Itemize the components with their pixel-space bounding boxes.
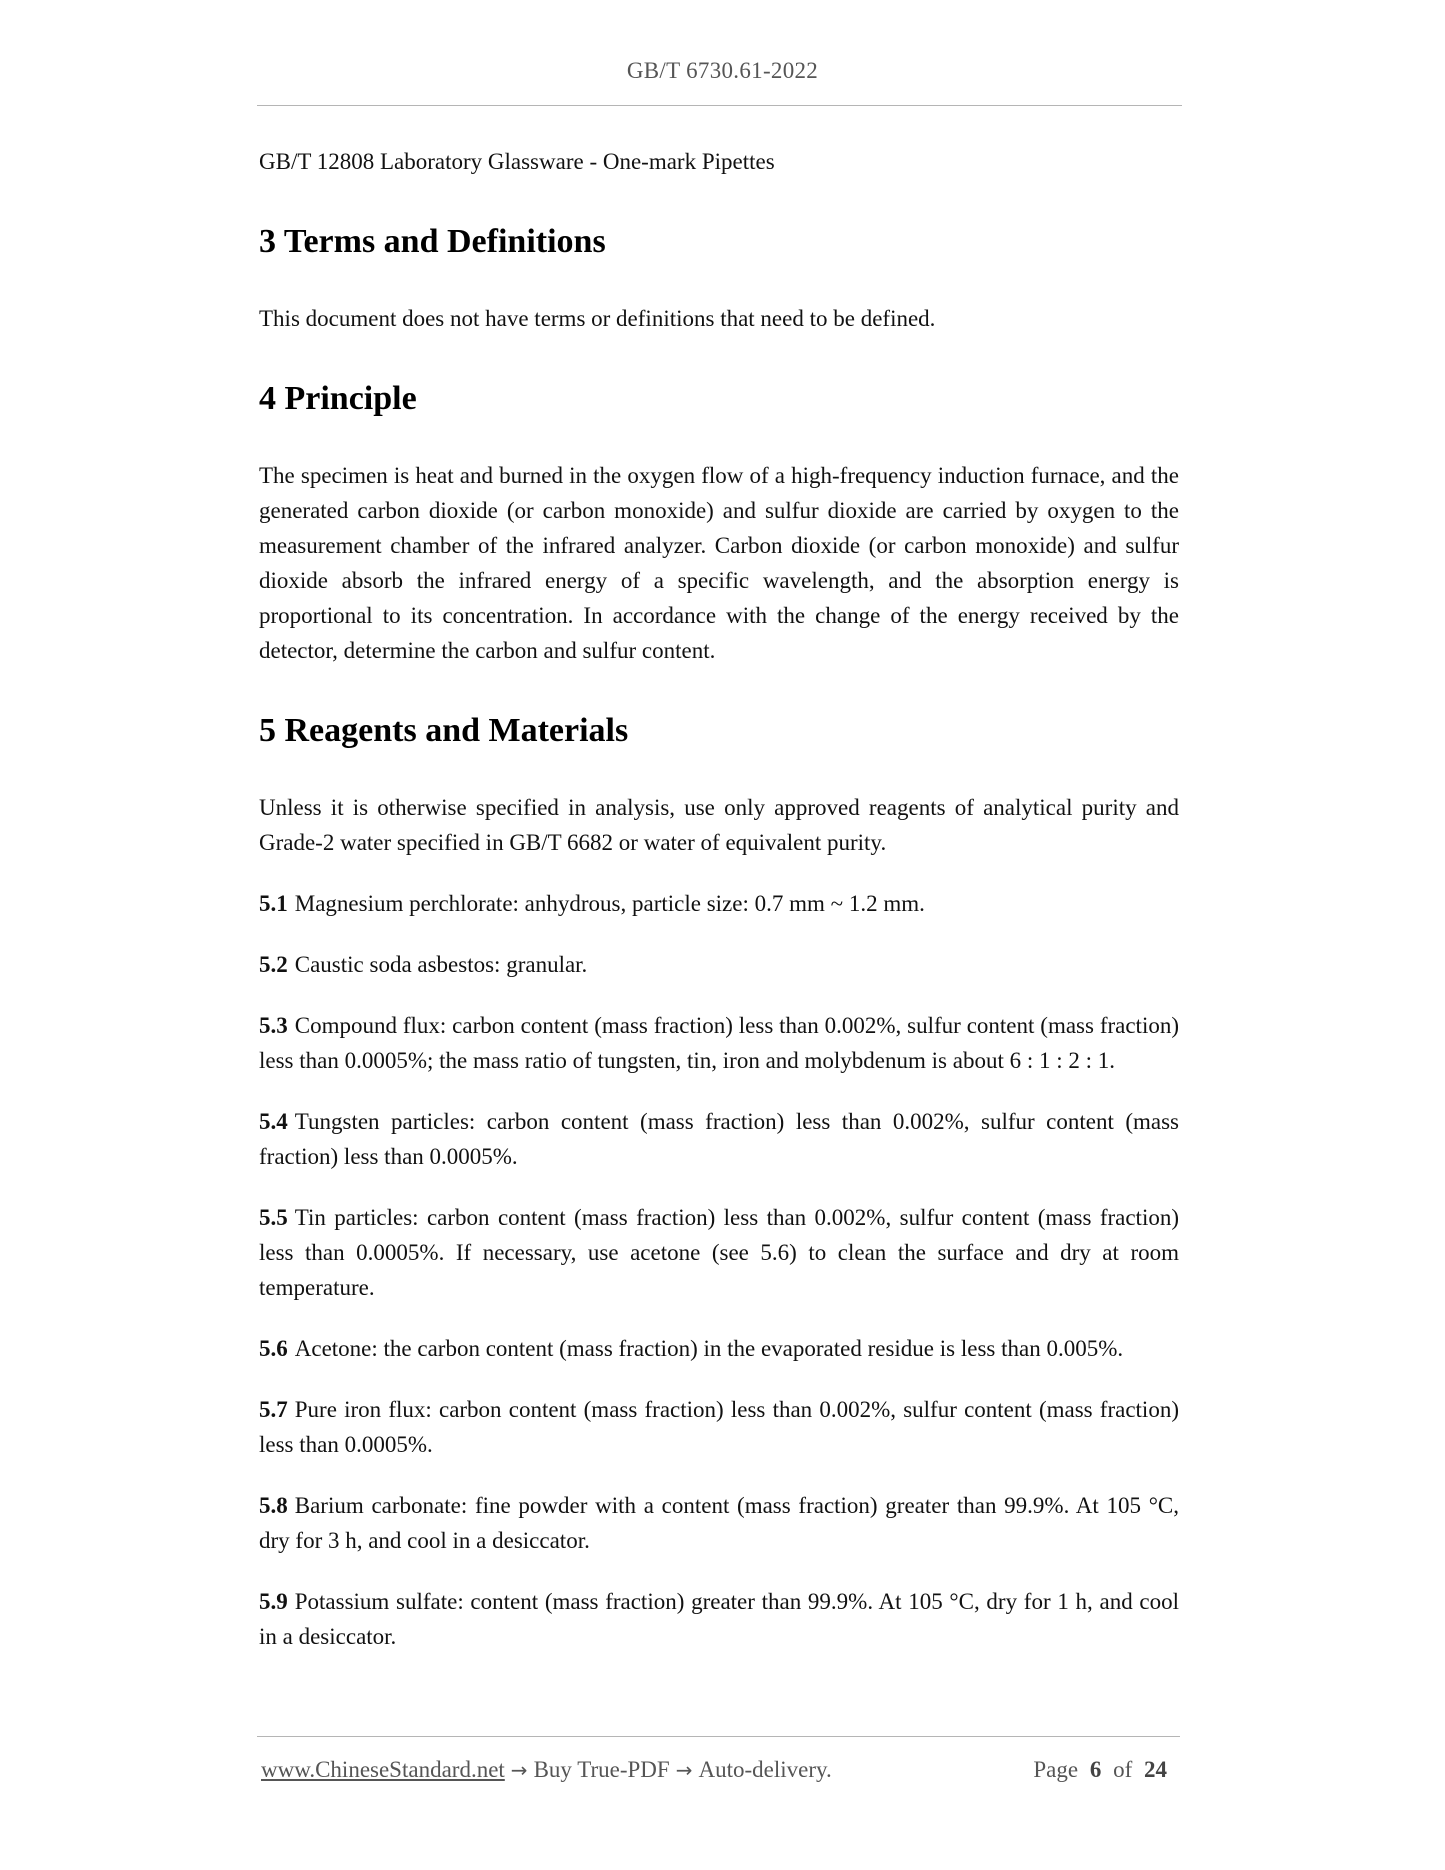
- section-4-heading: 4 Principle: [259, 380, 417, 417]
- arrow-right-icon: →: [675, 1758, 693, 1782]
- item-text: Pure iron flux: carbon content (mass fraction) less than 0.002%, sulfur content (mass fraction) less than 0.0005%.: [259, 1397, 1179, 1457]
- reagent-item-5-8: [259, 1488, 1179, 1558]
- section-3-text: This document does not have terms or definitions that need to be defined.: [259, 306, 936, 331]
- item-number: 5.4: [259, 1109, 288, 1134]
- item-text: Acetone: the carbon content (mass fraction) in the evaporated residue is less than 0.005%.: [294, 1336, 1124, 1361]
- section-5-intro: Unless it is otherwise specified in analysis, use only approved reagents of analytical purity and Grade-2 water specified in GB/T 6682 or water of equivalent purity.: [259, 795, 1179, 855]
- item-text: Tungsten particles: carbon content (mass fraction) less than 0.002%, sulfur content (mass fraction) less than 0.0005%.: [259, 1109, 1179, 1169]
- header-divider: [257, 105, 1182, 106]
- buy-true-pdf-text: Buy True-PDF: [533, 1757, 670, 1782]
- reagent-item-5-9: [259, 1584, 1179, 1654]
- item-text: Magnesium perchlorate: anhydrous, particle size: 0.7 mm ~ 1.2 mm.: [294, 891, 925, 916]
- auto-delivery-text: Auto-delivery.: [698, 1757, 832, 1782]
- item-text: Potassium sulfate: content (mass fraction) greater than 99.9%. At 105 °C, dry for 1 h, and cool in a desiccator.: [259, 1589, 1179, 1649]
- item-number: 5.5: [259, 1205, 288, 1230]
- document-body: [259, 144, 1179, 1654]
- footer-divider: [257, 1736, 1180, 1737]
- item-text: Caustic soda asbestos: granular.: [294, 952, 588, 977]
- arrow-right-icon: →: [510, 1758, 528, 1782]
- page-label: Page: [1033, 1757, 1079, 1782]
- item-number: 5.1: [259, 891, 288, 916]
- reagent-item-5-4: [259, 1104, 1179, 1174]
- section-3-heading: 3 Terms and Definitions: [259, 223, 606, 260]
- item-number: 5.9: [259, 1589, 288, 1614]
- reagent-item-5-7: [259, 1392, 1179, 1462]
- footer-promo: [261, 1757, 832, 1783]
- item-number: 5.2: [259, 952, 288, 977]
- page-footer: [261, 1757, 1181, 1789]
- reagent-item-5-1: [259, 886, 1179, 921]
- page-current: 6: [1089, 1757, 1102, 1782]
- reagent-item-5-6: [259, 1331, 1179, 1366]
- section-4-text: The specimen is heat and burned in the oxygen flow of a high-frequency induction furnace, and the generated carbon dioxide (or carbon monoxide) and sulfur dioxide are carried by oxygen to the measurement chamber of the infrared analyzer. Carbon dioxide (or carbon monoxide) and sulfur dioxide absorb the infrared energy of a specific wavelength, and the absorption energy is proportional to its concentration. In accordance with the change of the energy received by the detector, determine the carbon and sulfur content.: [259, 463, 1179, 663]
- item-text: Compound flux: carbon content (mass fraction) less than 0.002%, sulfur content (mass fraction) less than 0.0005%; the mass ratio of tungsten, tin, iron and molybdenum is about 6 : 1 : 2 : 1.: [259, 1013, 1179, 1073]
- section-5-heading: 5 Reagents and Materials: [259, 712, 629, 749]
- item-number: 5.3: [259, 1013, 288, 1038]
- reagent-item-5-3: [259, 1008, 1179, 1078]
- item-number: 5.8: [259, 1493, 288, 1518]
- page-counter: [1033, 1757, 1173, 1783]
- item-text: Barium carbonate: fine powder with a content (mass fraction) greater than 99.9%. At 105 °C, dry for 3 h, and cool in a desiccator.: [259, 1493, 1179, 1553]
- page-of-label: of: [1113, 1757, 1133, 1782]
- item-number: 5.7: [259, 1397, 288, 1422]
- item-number: 5.6: [259, 1336, 288, 1361]
- page-header-doc-id: GB/T 6730.61-2022: [626, 58, 819, 83]
- page-total: 24: [1144, 1757, 1167, 1782]
- normative-reference-line: GB/T 12808 Laboratory Glassware - One-mark Pipettes: [259, 149, 775, 174]
- item-text: Tin particles: carbon content (mass fraction) less than 0.002%, sulfur content (mass fraction) less than 0.0005%. If necessary, use acetone (see 5.6) to clean the surface and dry at room temperature.: [259, 1205, 1179, 1300]
- reagent-item-5-2: [259, 947, 1179, 982]
- reagent-item-5-5: [259, 1200, 1179, 1305]
- site-link[interactable]: www.ChineseStandard.net: [261, 1757, 505, 1782]
